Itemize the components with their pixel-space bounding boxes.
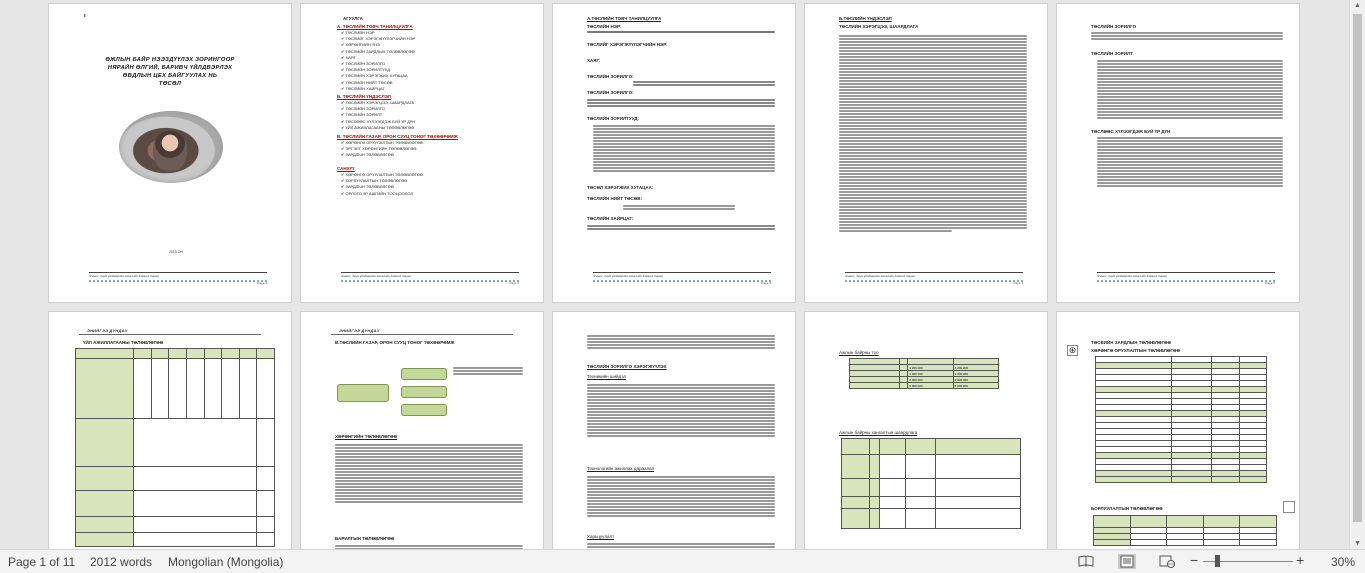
text-block [587,98,775,108]
toc-item[interactable]: ТӨСЛИЙН ХАЙРЦАГ [345,85,385,91]
toc-item[interactable]: ТӨСЛИЙГ ХЭРЭГЖҮҮЛЭГЧИЙН НЭР [345,36,416,42]
section-heading: ТӨСЛИЙН ЗОРИЛГО ХЭРЭГЖҮҮЛЭХ [587,364,667,369]
doc-page-9[interactable] [804,311,1048,549]
body-text [335,443,523,504]
table-cell: 1 000 000 [908,371,953,377]
toc-item[interactable]: ҮЙЛ АЖИЛЛАГААНЫ ТӨЛӨВЛӨГӨӨ [345,124,415,130]
doc-page-10[interactable] [1056,311,1300,549]
toc-item[interactable]: ТӨСЛИЙН ЗАРДЛЫН ТӨЛӨВЛӨГӨӨ [345,48,415,54]
toc-item[interactable]: ЗАРДЛЫН ТӨЛӨВЛӨГӨӨ [345,152,394,158]
toc-item[interactable]: ТӨСЛИЙН НИЙТ ТӨСӨВ [345,79,393,85]
page-header: ЭНИЙГЭЭ ДУНДАХ [339,328,380,333]
page-footer: Жижиг, дунд үйлдвэрийн хөгжлийг дэмжих төсөл [1097,272,1275,278]
table-move-handle-icon[interactable]: ⊕ [1068,345,1077,355]
toc-item[interactable]: ТӨСЛИЙН ХЭРЭГЖИХ ХУГАЦАА [345,73,408,79]
text-block [633,80,775,87]
zoom-level[interactable]: 30% [1331,555,1356,569]
section-heading: ХӨРӨНГИЙН ТӨЛӨВЛӨГӨӨ [335,434,398,439]
page-footer: Жижиг, дунд үйлдвэрийн хөгжлийг дэмжих төсөл [89,272,267,278]
footer-rule [593,280,771,282]
bullet-list [1097,59,1283,120]
body-text [587,542,775,549]
field-label: ТӨСЛИЙН ЗОРИЛГО: [587,90,634,95]
toc-list: ✔ ХӨРӨНГӨ ОРУУЛАЛТЫН ТӨЛӨВЛӨГӨӨ ✔ ЭРГЭЛТ ХӨРӨНГИЙН ТӨЛӨВЛӨГӨӨ ✔ ЗАРДЛЫН ТӨЛӨВЛӨГӨӨ [341,140,423,158]
doc-page-4[interactable] [804,3,1048,303]
cover-year: 2015 ОН [169,250,184,254]
diagram-node [337,384,389,402]
field-label: ТӨСЛИЙГ ХЭРЭГЖҮҮЛЭГЧИЙН НЭР: [587,42,668,47]
table-caption: Ажлын байрны хангалтын шаардлага [839,430,918,435]
body-text [587,475,775,518]
cursor-mark: I [84,14,86,19]
bullet-list [1097,136,1283,188]
section-heading: ХӨРӨНГӨ ОРУУЛАЛТЫН ТӨЛӨВЛӨГӨӨ [1091,348,1180,353]
section-heading: БАРИЛГЫН ТӨЛӨВЛӨГӨӨ [335,536,395,541]
toc-list: ✔ ТӨСЛИЙН НЭР ✔ ТӨСЛИЙГ ХЭРЭГЖҮҮЛЭГЧИЙН НЭР ✔ ХӨРӨНГИЙН ҮНЭ ✔ ТӨСЛИЙН ЗАРДЛЫН ТӨЛӨВЛӨГӨӨ ✔ ХАЯГ ✔ ТӨСЛИЙН ЗОРИЛГО ✔ ТӨСЛИЙН ЗОРИЛТУУД ✔ ТӨСЛИЙН ХЭРЭГЖИХ ХУГАЦАА ✔ ТӨСЛИЙН НИЙТ ТӨСӨВ ✔ ТӨСЛИЙН ХАЙРЦАГ [341,30,416,91]
table-cell: 2 000 000 [953,377,998,383]
table-cell: 1 200 000 [953,365,998,371]
table-resize-handle[interactable] [1283,501,1295,513]
section-heading: ТӨСЛИЙН ХЭРЭГЦЭЭ, ШААРДЛАГА [839,24,919,29]
toc-list: ✔ ТӨСЛИЙН ХЭРЭГЦЭЭ, ШААРДЛАГА ✔ ТӨСЛИЙН ЗОРИЛГО ✔ ТӨСЛИЙН ЗОРИЛТ ✔ ТӨСЛӨӨС ХҮЛЭЭГДЭЖ БУЙ ҮР ДҮН ✔ ҮЙЛ АЖИЛЛАГААНЫ ТӨЛӨВЛӨГӨӨ [341,100,416,130]
subheading: Технологийн ажиллах дараалал [587,466,655,471]
section-heading: ТӨСЛИЙН ЗОРИЛТ [1091,51,1133,56]
footer-rule [845,280,1023,282]
sales-table [1093,515,1277,546]
page-header: ЭНИЙГЭЭ ДУНДАХ [87,328,128,333]
diagram-node [401,404,447,416]
activity-table [75,348,275,547]
book-icon [1077,554,1095,569]
toc-item[interactable]: ЗАРДЛЫН ТӨЛӨВЛӨГӨӨ [345,184,394,190]
read-mode-button[interactable] [1077,554,1095,569]
print-layout-button[interactable] [1118,554,1136,569]
toc-item[interactable]: ТӨСЛИЙН ЗОРИЛТ [345,112,383,118]
toc-section[interactable]: Б. ТӨСЛИЙН ҮНДЭСЛЭЛ [337,94,391,99]
globe-icon [1158,554,1176,569]
toc-item[interactable]: ОРЛОГО ҮР АШГИЙН ТООЦООЛОЛ [345,190,414,196]
jobs-table [849,358,999,389]
toc-item[interactable]: ТӨСЛӨӨС ХҮЛЭЭГДЭЖ БУЙ ҮР ДҮН [345,118,416,124]
cover-photo [119,111,223,183]
diagram-node [401,386,447,398]
table-cell: 1 000 000 [953,371,998,377]
doc-page-1[interactable] [48,3,292,303]
field-label: ТӨСЛИЙН ЗОРИЛГО: [587,74,634,79]
table-caption: Ажлын байрны тоо [839,350,879,355]
page-number: Page 3 [761,281,771,285]
toc-item[interactable]: ЭРГЭЛТ ХӨРӨНГИЙН ТӨЛӨВЛӨГӨӨ [345,146,417,152]
field-label: ТӨСЛИЙН НЭР: [587,24,622,29]
field-label: ТӨСЛИЙН НИЙТ ТӨСӨВ: [587,196,642,201]
cover-title-line: ӨВДЛЫН ЦЕХ БАЙГУУЛАХ НЬ [122,73,218,79]
zoom-out-button[interactable]: − [1190,552,1199,568]
footer-rule [1097,280,1275,282]
subheading: Харьцуулалт [587,534,615,539]
table-cell: 5 000 000 [908,383,953,389]
vertical-scrollbar[interactable] [1349,0,1365,549]
toc-item[interactable]: ТӨСЛИЙН ЗОРИЛГО [345,106,385,112]
cover-title-line: ӨЖЛЫН БАЙР НЭЭЗДҮҮЛЭХ ЗОРИНГООР [105,57,235,63]
section-heading: А.ТӨСЛИЙН ТОВЧ ТАНИЛЦУУЛГА [587,16,662,21]
doc-page-3[interactable] [552,3,796,303]
page-count[interactable]: Page 1 of 11 [8,555,76,569]
body-text [839,34,1027,233]
toc-item[interactable]: ХӨРӨНГӨ ОРУУЛАЛТЫН ТӨЛӨВЛӨГӨӨ [345,172,423,177]
word-count[interactable]: 2012 words [90,555,153,569]
field-label: ТӨСЛИЙН ХАЙРЦАГ: [587,216,634,221]
page-number: Page 5 [1265,281,1275,285]
cover-title [69,56,271,88]
body-text [587,383,775,438]
scrollbar-thumb[interactable] [1353,14,1362,522]
table-cell: 1 200 000 [908,365,953,371]
text-block [587,224,775,231]
web-layout-button[interactable] [1158,554,1176,569]
requirements-table [841,438,1021,529]
page-footer: Жижиг, дунд үйлдвэрийн хөгжлийг дэмжих төсөл [593,272,771,278]
section-heading: Б.ТӨСЛИЙН ҮНДЭСЛЭЛ [839,16,892,21]
toc-title: АГУУЛГА [343,16,363,21]
field-label: ХАЯГ: [587,58,601,63]
cover-title-line: НЯРАЙН ӨЛГИЙ, БАРИВЧ ҮЙЛДВЭРЛЭХ [107,65,233,71]
zoom-in-button[interactable]: + [1296,552,1305,568]
body-text [453,366,523,376]
language-indicator[interactable]: Mongolian (Mongolia) [168,555,284,569]
toc-list: ✔ ХӨРӨНГӨ ОРУУЛАЛТЫН ТӨЛӨВЛӨГӨӨ ✔ БОРЛУУЛАЛТЫН ТӨЛӨВЛӨГӨӨ ✔ ЗАРДЛЫН ТӨЛӨВЛӨГӨӨ ✔ ОРЛОГО ҮР АШГИЙН ТООЦООЛОЛ [341,172,423,196]
toc-item[interactable]: ТӨСЛИЙН ЗОРИЛГО [345,61,385,67]
text-block [587,30,775,34]
table-cell: 2 000 000 [908,377,953,383]
investment-table [1095,356,1267,483]
scroll-down-icon[interactable]: ▼ [1354,540,1361,547]
toc-item[interactable]: ТӨСЛИЙН ХЭРЭГЦЭЭ, ШААРДЛАГА [345,100,415,105]
header-rule [79,334,261,335]
body-text [1091,31,1283,41]
subheading: Техникийн шийдэл [587,374,627,379]
scroll-up-icon[interactable]: ▲ [1354,2,1361,9]
page-footer: Жижиг, дунд үйлдвэрийн хөгжлийг дэмжих төсөл [341,272,519,278]
toc-item[interactable]: ТӨСЛИЙН ЗОРИЛТУУД [345,67,390,73]
bullet-list [593,124,775,173]
cover-title-line: ТӨСӨЛ [158,81,182,87]
doc-page-7[interactable] [300,311,544,549]
doc-page-2[interactable] [300,3,544,303]
page-number: Page 1 [257,281,267,285]
toc-item[interactable]: ХӨРӨНГИЙН ҮНЭ [345,42,380,48]
diagram-node [401,368,447,380]
section-heading: ТӨСЛӨӨС ХҮЛЭЭГДЭЖ БУЙ ҮР ДҮН [1091,129,1171,134]
toc-section[interactable]: САНХҮҮ [337,166,355,171]
toc-section[interactable]: А. ТӨСЛИЙН ТОВЧ ТАНИЛЦУУЛГА [337,24,413,29]
section-heading: ҮЙЛ АЖИЛЛАГААНЫ ТӨЛӨВЛӨГӨӨ [83,340,164,345]
table-cell: 5 000 000 [953,383,998,389]
toc-item[interactable]: ХӨРӨНГӨ ОРУУЛАЛТЫН ТӨЛӨВЛӨГӨӨ [345,140,423,145]
doc-page-8[interactable] [552,311,796,549]
baby-figure [153,131,187,171]
toc-item[interactable]: ХАЯГ [345,54,356,60]
text-block [623,204,735,211]
section-heading: ТӨСВИЙН ЗАРДЛЫН ТӨЛӨВЛӨГӨӨ [1091,340,1172,345]
field-label: ТӨСӨЛ ХЭРЭГЖИХ ХУГАЦАА: [587,185,654,190]
section-heading: ТӨСЛИЙН ЗОРИЛГО [1091,24,1137,29]
section-heading: БОРЛУУЛАЛТЫН ТӨЛӨВЛӨГӨӨ [1091,506,1163,511]
doc-page-5[interactable] [1056,3,1300,303]
header-rule [331,334,513,335]
body-text [587,334,775,350]
status-bar [0,549,1365,573]
footer-rule [89,280,267,282]
field-label: ТӨСЛИЙН ЗОРИЛТУУД: [587,116,639,121]
page-number: Page 2 [509,281,519,285]
page-number: Page 4 [1013,281,1023,285]
doc-page-6[interactable] [48,311,292,549]
page-icon [1118,554,1136,569]
section-heading: В.ТӨСЛИЙН ГАЗАР, ОРОН СУУЦ ТОНОГ ТӨХӨӨРӨМЖ [335,340,455,345]
page-footer: Жижиг, дунд үйлдвэрийн хөгжлийг дэмжих төсөл [845,272,1023,278]
toc-section[interactable]: В. ТӨСЛИЙН ГАЗАР, ОРОН СУУЦ ТОНОГ ТӨХӨӨРӨМЖ [337,134,458,139]
footer-rule [341,280,519,282]
toc-item[interactable]: ТӨСЛИЙН НЭР [345,30,375,35]
toc-item[interactable]: БОРЛУУЛАЛТЫН ТӨЛӨВЛӨГӨӨ [345,178,408,184]
zoom-slider-thumb[interactable] [1215,555,1220,567]
